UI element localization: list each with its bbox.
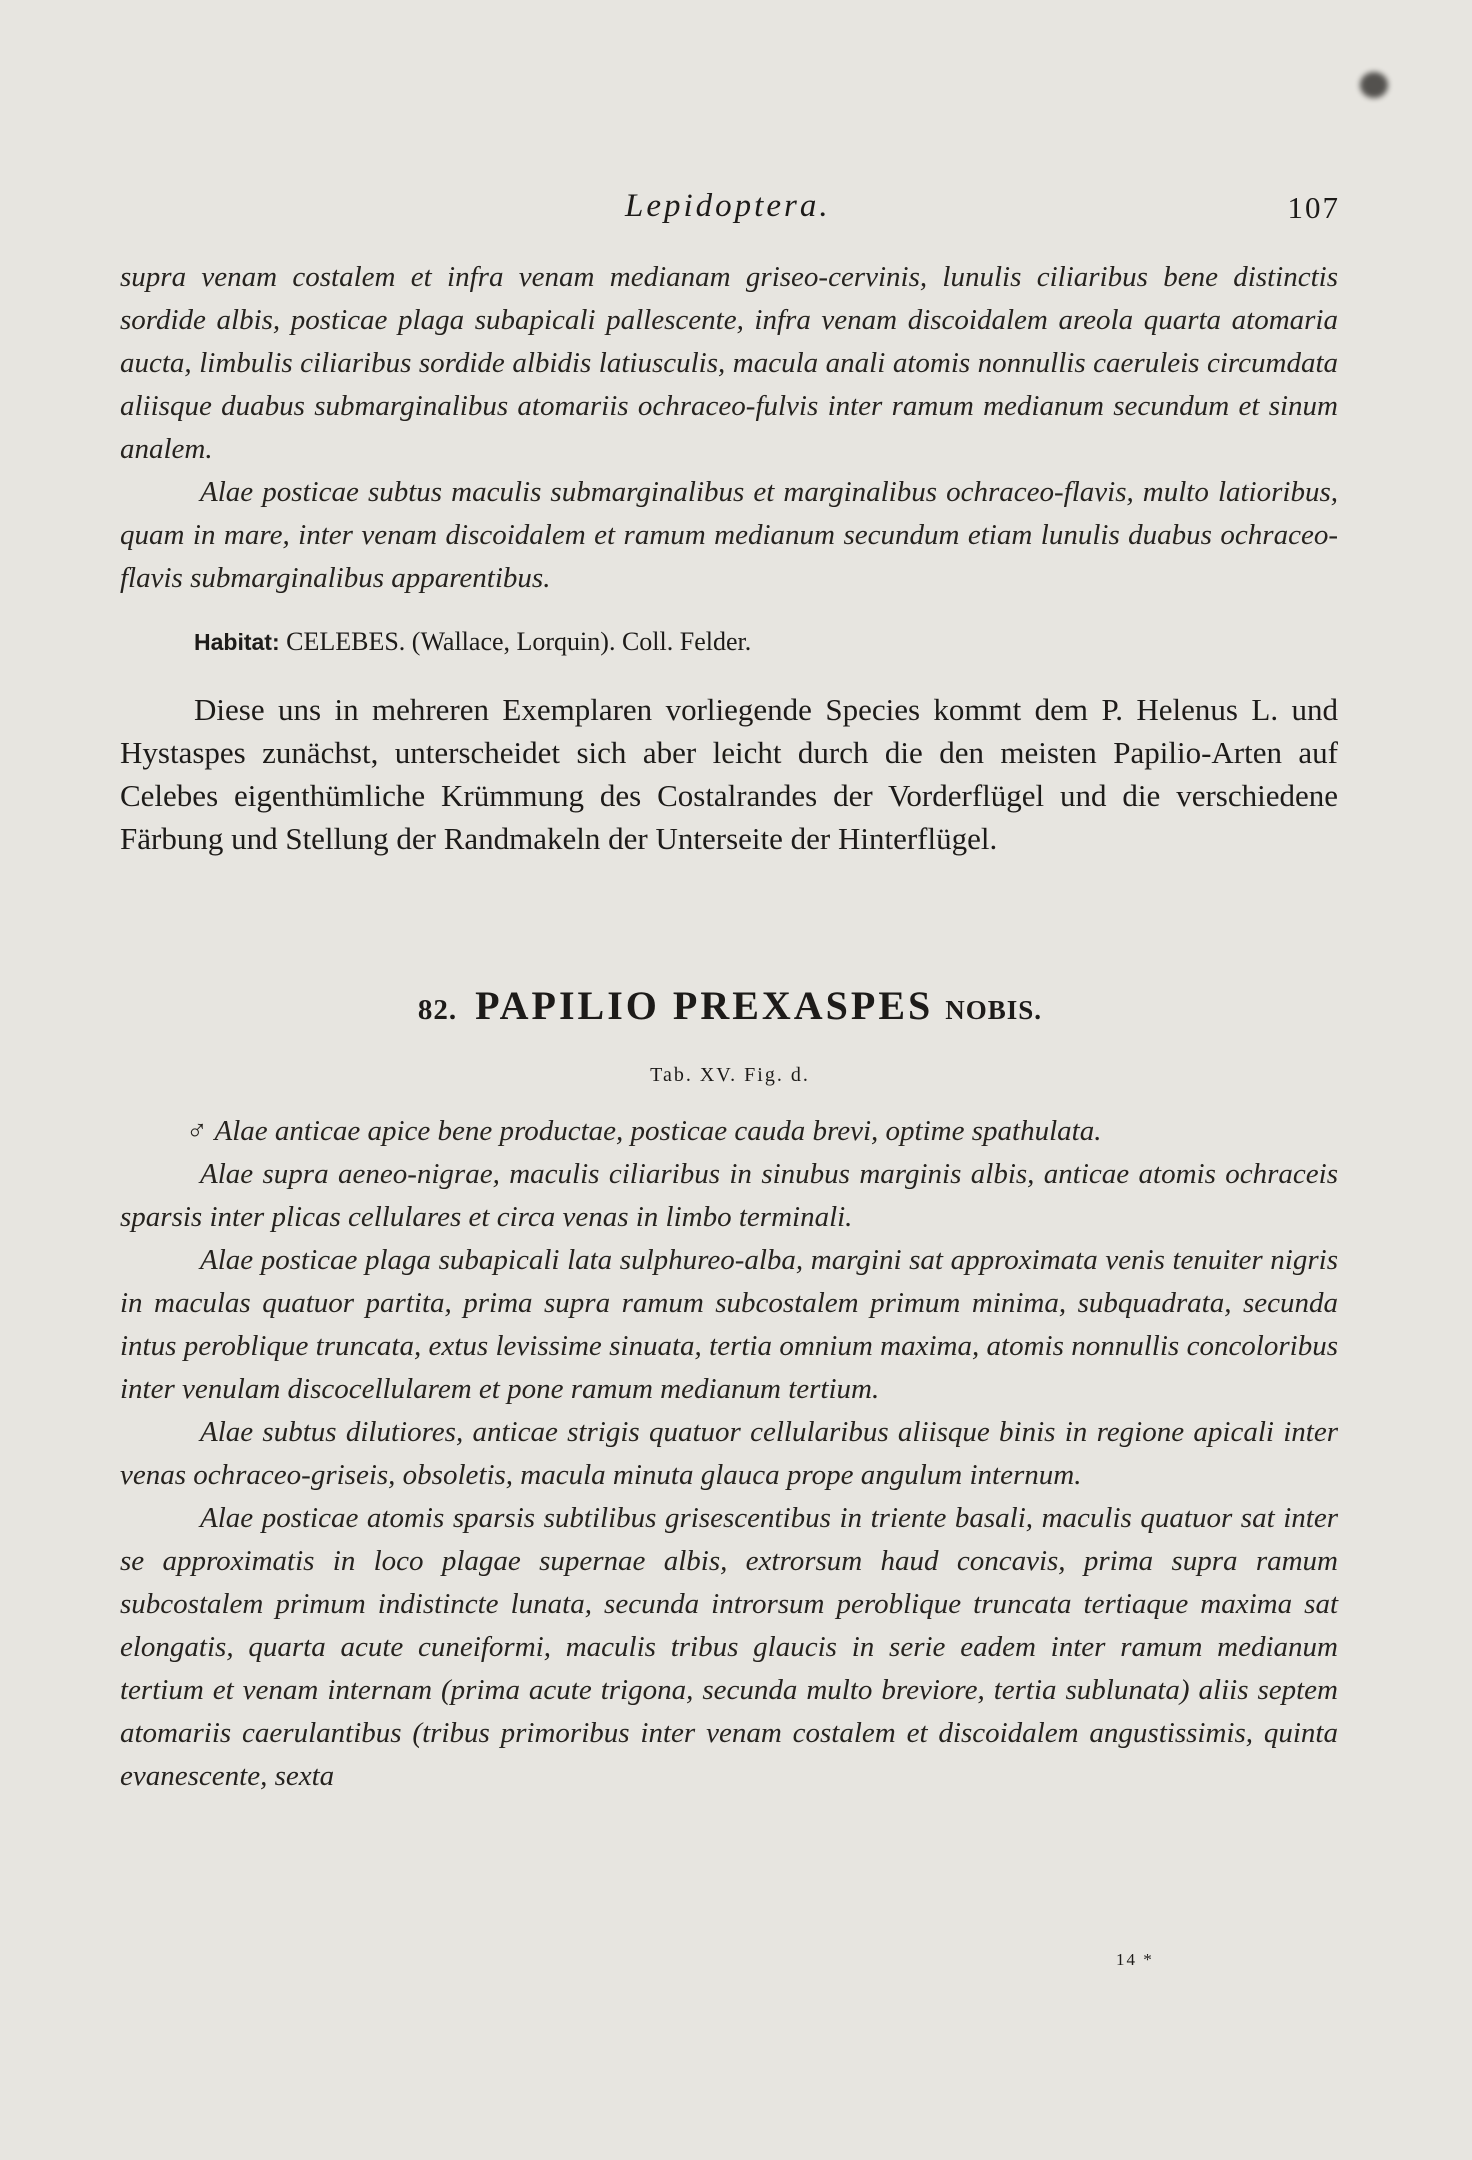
page-header [120,188,1340,238]
plate-reference: Tab. XV. Fig. d. [650,1064,810,1086]
description-continuation: supra venam costalem et infra venam medianam griseo-cervinis, lunulis ciliaribus bene distinctis sordide albis, posticae plaga subapicali pallescente, infra venam discoidalem areola quarta atomaria aucta, limbulis ciliaribus sordide albidis latiusculis, macula anali atomis nonnullis caeruleis circumdata aliisque duabus submarginalibus atomariis ochraceo-fulvis inter ramum medianum secundum et sinum analem. [120,261,1338,465]
habitat-label: Habitat: [194,629,280,655]
running-title: Lepidoptera. [625,188,831,224]
hindwing-underside-female: Alae posticae subtus maculis submarginalibus et marginalibus ochraceo-flavis, multo latioribus, quam in mare, inter venam discoidalem et ramum medianum secundum etiam lunulis duabus ochraceo-flavis submarginalibus apparentibus. [120,476,1338,594]
description-hindwing-underside: Alae posticae atomis sparsis subtilibus grisescentibus in triente basali, maculis quatuor sat inter se approximatis in loco plagae supernae albis, extrorsum haud concavis, prima supra ramum subcostalem primum indistincte lunata, secunda introrsum peroblique truncata tertiaque maxima sat elongatis, quarta acute cuneiformi, maculis tribus glaucis in serie eadem inter ramum medianum tertium et venam internam (prima acute trigona, secunda multo breviore, tertia sublunata) aliis septem atomariis caerulantibus (tribus primoribus inter venam costalem et discoidalem angustissimis, quinta evanescente, sexta [120,1502,1338,1792]
description-male: ♂ Alae anticae apice bene productae, posticae cauda brevi, optime spathulata. [186,1115,1102,1147]
description-upperside: Alae supra aeneo-nigrae, maculis ciliaribus in sinubus marginis albis, anticae atomis ochraceis sparsis inter plicas cellulares et circa venas in limbo terminali. [120,1158,1338,1233]
species-description [120,1110,1338,1798]
description-underside: Alae subtus dilutiores, anticae strigis quatuor cellularibus aliisque binis in regione apicali inter venas ochraceo-griseis, obsoletis, macula minuta glauca prope angulum internum. [120,1416,1338,1491]
description-hindwing-upperside: Alae posticae plaga subapicali lata sulphureo-alba, margini sat approximata venis tenuiter nigris in maculas quatuor partita, prima supra ramum subcostalem primum minima, subquadrata, secunda intus peroblique truncata, extus levissime sinuata, tertia omnium maxima, atomis nonnullis concoloribus inter venulam discocellularem et pone ramum medianum tertium. [120,1244,1338,1405]
german-note: Diese uns in mehreren Exemplaren vorliegende Species kommt dem P. Helenus L. und Hystaspes zunächst, unterscheidet sich aber leicht durch die den meisten Papilio-Arten auf Celebes eigenthümliche Krümmung des Costalrandes der Vorderflügel und die verschiedene Färbung und Stellung der Randmakeln der Unterseite der Hinterflügel. [120,692,1338,856]
german-commentary [120,688,1338,860]
habitat-text: CELEBES. (Wallace, Lorquin). Coll. Felder. [286,627,752,656]
species-name: PAPILIO PREXASPES [475,983,934,1028]
habitat-line [120,620,1338,664]
species-number: 82. [417,994,458,1026]
signature-mark: 14 * [1116,1950,1154,1969]
ink-smudge [1360,72,1388,98]
page-number: 107 [1287,190,1340,225]
species-author: NOBIS. [945,995,1043,1025]
species-heading [120,982,1340,1029]
continued-description [120,256,1338,600]
